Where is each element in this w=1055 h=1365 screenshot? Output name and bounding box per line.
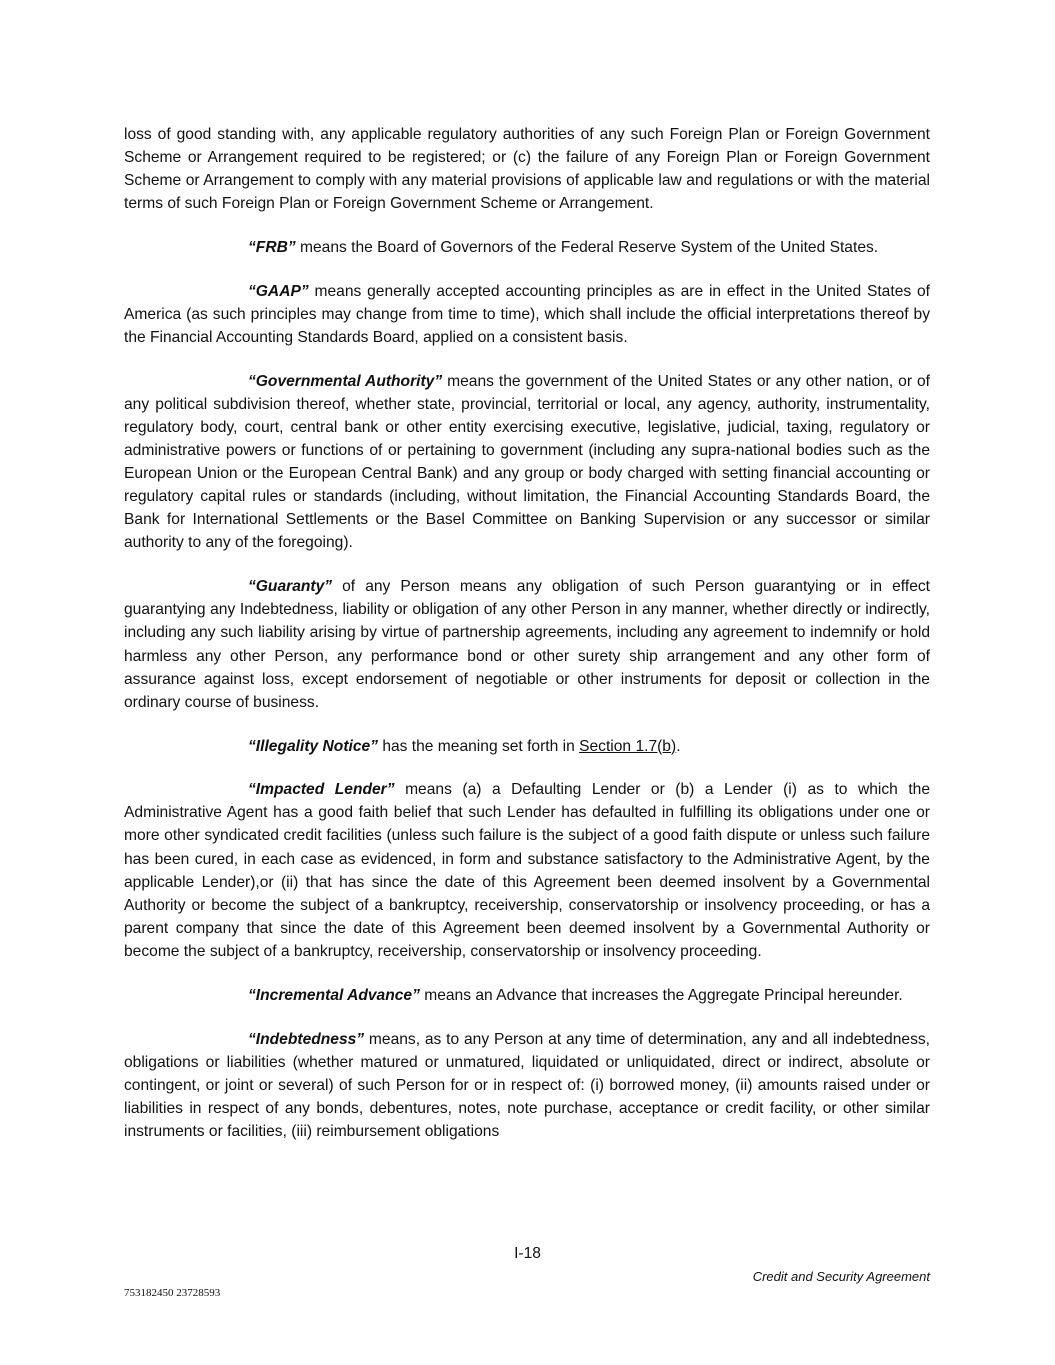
defined-term: “Governmental Authority” (248, 372, 443, 390)
definition-text: means the government of the United States or any other nation, or of any political subdivision thereof, whether state, provincial, territorial or local, any agency, authority, instrumentality, regulatory body, court, central bank or other entity exercising executive, legislative, judicial, taxing, regulatory or administrative powers or functions of or pertaining to government (including any supra-national bodies such as the European Union or the European Central Bank) and any group or body charged with setting financial accounting or regulatory capital rules or standards (including, without limitation, the Financial Accounting Standards Board, the Bank for International Settlements or the Basel Committee on Banking Supervision or any successor or similar authority to any of the foregoing). (124, 372, 930, 552)
definition-text: means, as to any Person at any time of determination, any and all indebtedness, obligations or liabilities (whether matured or unmatured, liquidated or unliquidated, direct or indirect, absolute or contingent, or joint or several) of such Person for or in respect of: (i) borrowed money, (ii) amounts raised under or liabilities in respect of any bonds, debentures, notes, note purchase, acceptance or credit facility, or other similar instruments or facilities, (iii) reimbursement obligations (124, 1030, 930, 1140)
definition-text: of any Person means any obligation of such Person guarantying or in effect guarantying any Indebtedness, liability or obligation of any other Person in any manner, whether directly or indirectly, including any such liability arising by virtue of partnership agreements, including any agreement to indemnify or hold harmless any other Person, any performance bond or other surety ship arrangement and any other form of assurance against loss, except endorsement of negotiable or other instruments for deposit or collection in the ordinary course of business. (124, 578, 930, 711)
defined-term: “GAAP” (248, 282, 309, 300)
definition-indebtedness (124, 1028, 930, 1143)
page-number: I-18 (514, 1245, 541, 1262)
definition-gaap (124, 280, 930, 349)
definition-text: means (a) a Defaulting Lender or (b) a Lender (i) as to which the Administrative Agent has a good faith belief that such Lender has defaulted in fulfilling its obligations under one or more other syndicated credit facilities (unless such failure is the subject of a good faith dispute or unless such failure has been cured, in each case as evidenced, in form and substance satisfactory to the Administrative Agent, by the applicable Lender),or (ii) that has since the date of this Agreement been deemed insolvent by a Governmental Authority or become the subject of a bankruptcy, receivership, conservatorship or insolvency proceeding, or has a parent company that since the date of this Agreement been deemed insolvent by a Governmental Authority or become the subject of a bankruptcy, receivership, conservatorship or insolvency proceeding. (124, 781, 931, 960)
paragraph-text: loss of good standing with, any applicable regulatory authorities of any such Foreign Plan or Foreign Government Scheme or Arrangement required to be registered; or (c) the failure of any Foreign Plan or Foreign Government Scheme or Arrangement to comply with any material provisions of applicable law and regulations or with the material terms of such Foreign Plan or Foreign Government Scheme or Arrangement. (124, 126, 930, 213)
document-body (124, 123, 930, 1164)
defined-term: “Incremental Advance” (248, 986, 420, 1004)
defined-term: “Impacted Lender” (248, 781, 395, 799)
definition-guaranty (124, 575, 930, 714)
definition-text: has the meaning set forth in (377, 737, 580, 755)
defined-term: “FRB” (248, 239, 296, 257)
paragraph-foreign-plan-event-continued (124, 123, 930, 215)
defined-term: “Indebtedness” (248, 1030, 365, 1048)
footer-document-title: Credit and Security Agreement (752, 1269, 930, 1284)
definition-text: means the Board of Governors of the Federal Reserve System of the United States. (295, 239, 879, 257)
definition-illegality-notice (124, 735, 930, 758)
definition-governmental-authority (124, 370, 930, 555)
defined-term: “Illegality Notice” (248, 737, 378, 755)
definition-text: means an Advance that increases the Aggregate Principal hereunder. (419, 986, 903, 1004)
defined-term: “Guaranty” (248, 578, 333, 596)
definition-incremental-advance (124, 984, 930, 1007)
definition-impacted-lender (124, 778, 930, 963)
definition-frb (124, 236, 930, 259)
document-id: 753182450 23728593 (124, 1287, 221, 1299)
definition-text: means generally accepted accounting principles as are in effect in the United States of America (as such principles may change from time to time), which shall include the official interpretations thereof by the Financial Accounting Standards Board, applied on a consistent basis. (124, 282, 930, 347)
definition-text-end: . (676, 737, 681, 755)
section-reference-link[interactable]: Section 1.7(b) (579, 737, 677, 755)
